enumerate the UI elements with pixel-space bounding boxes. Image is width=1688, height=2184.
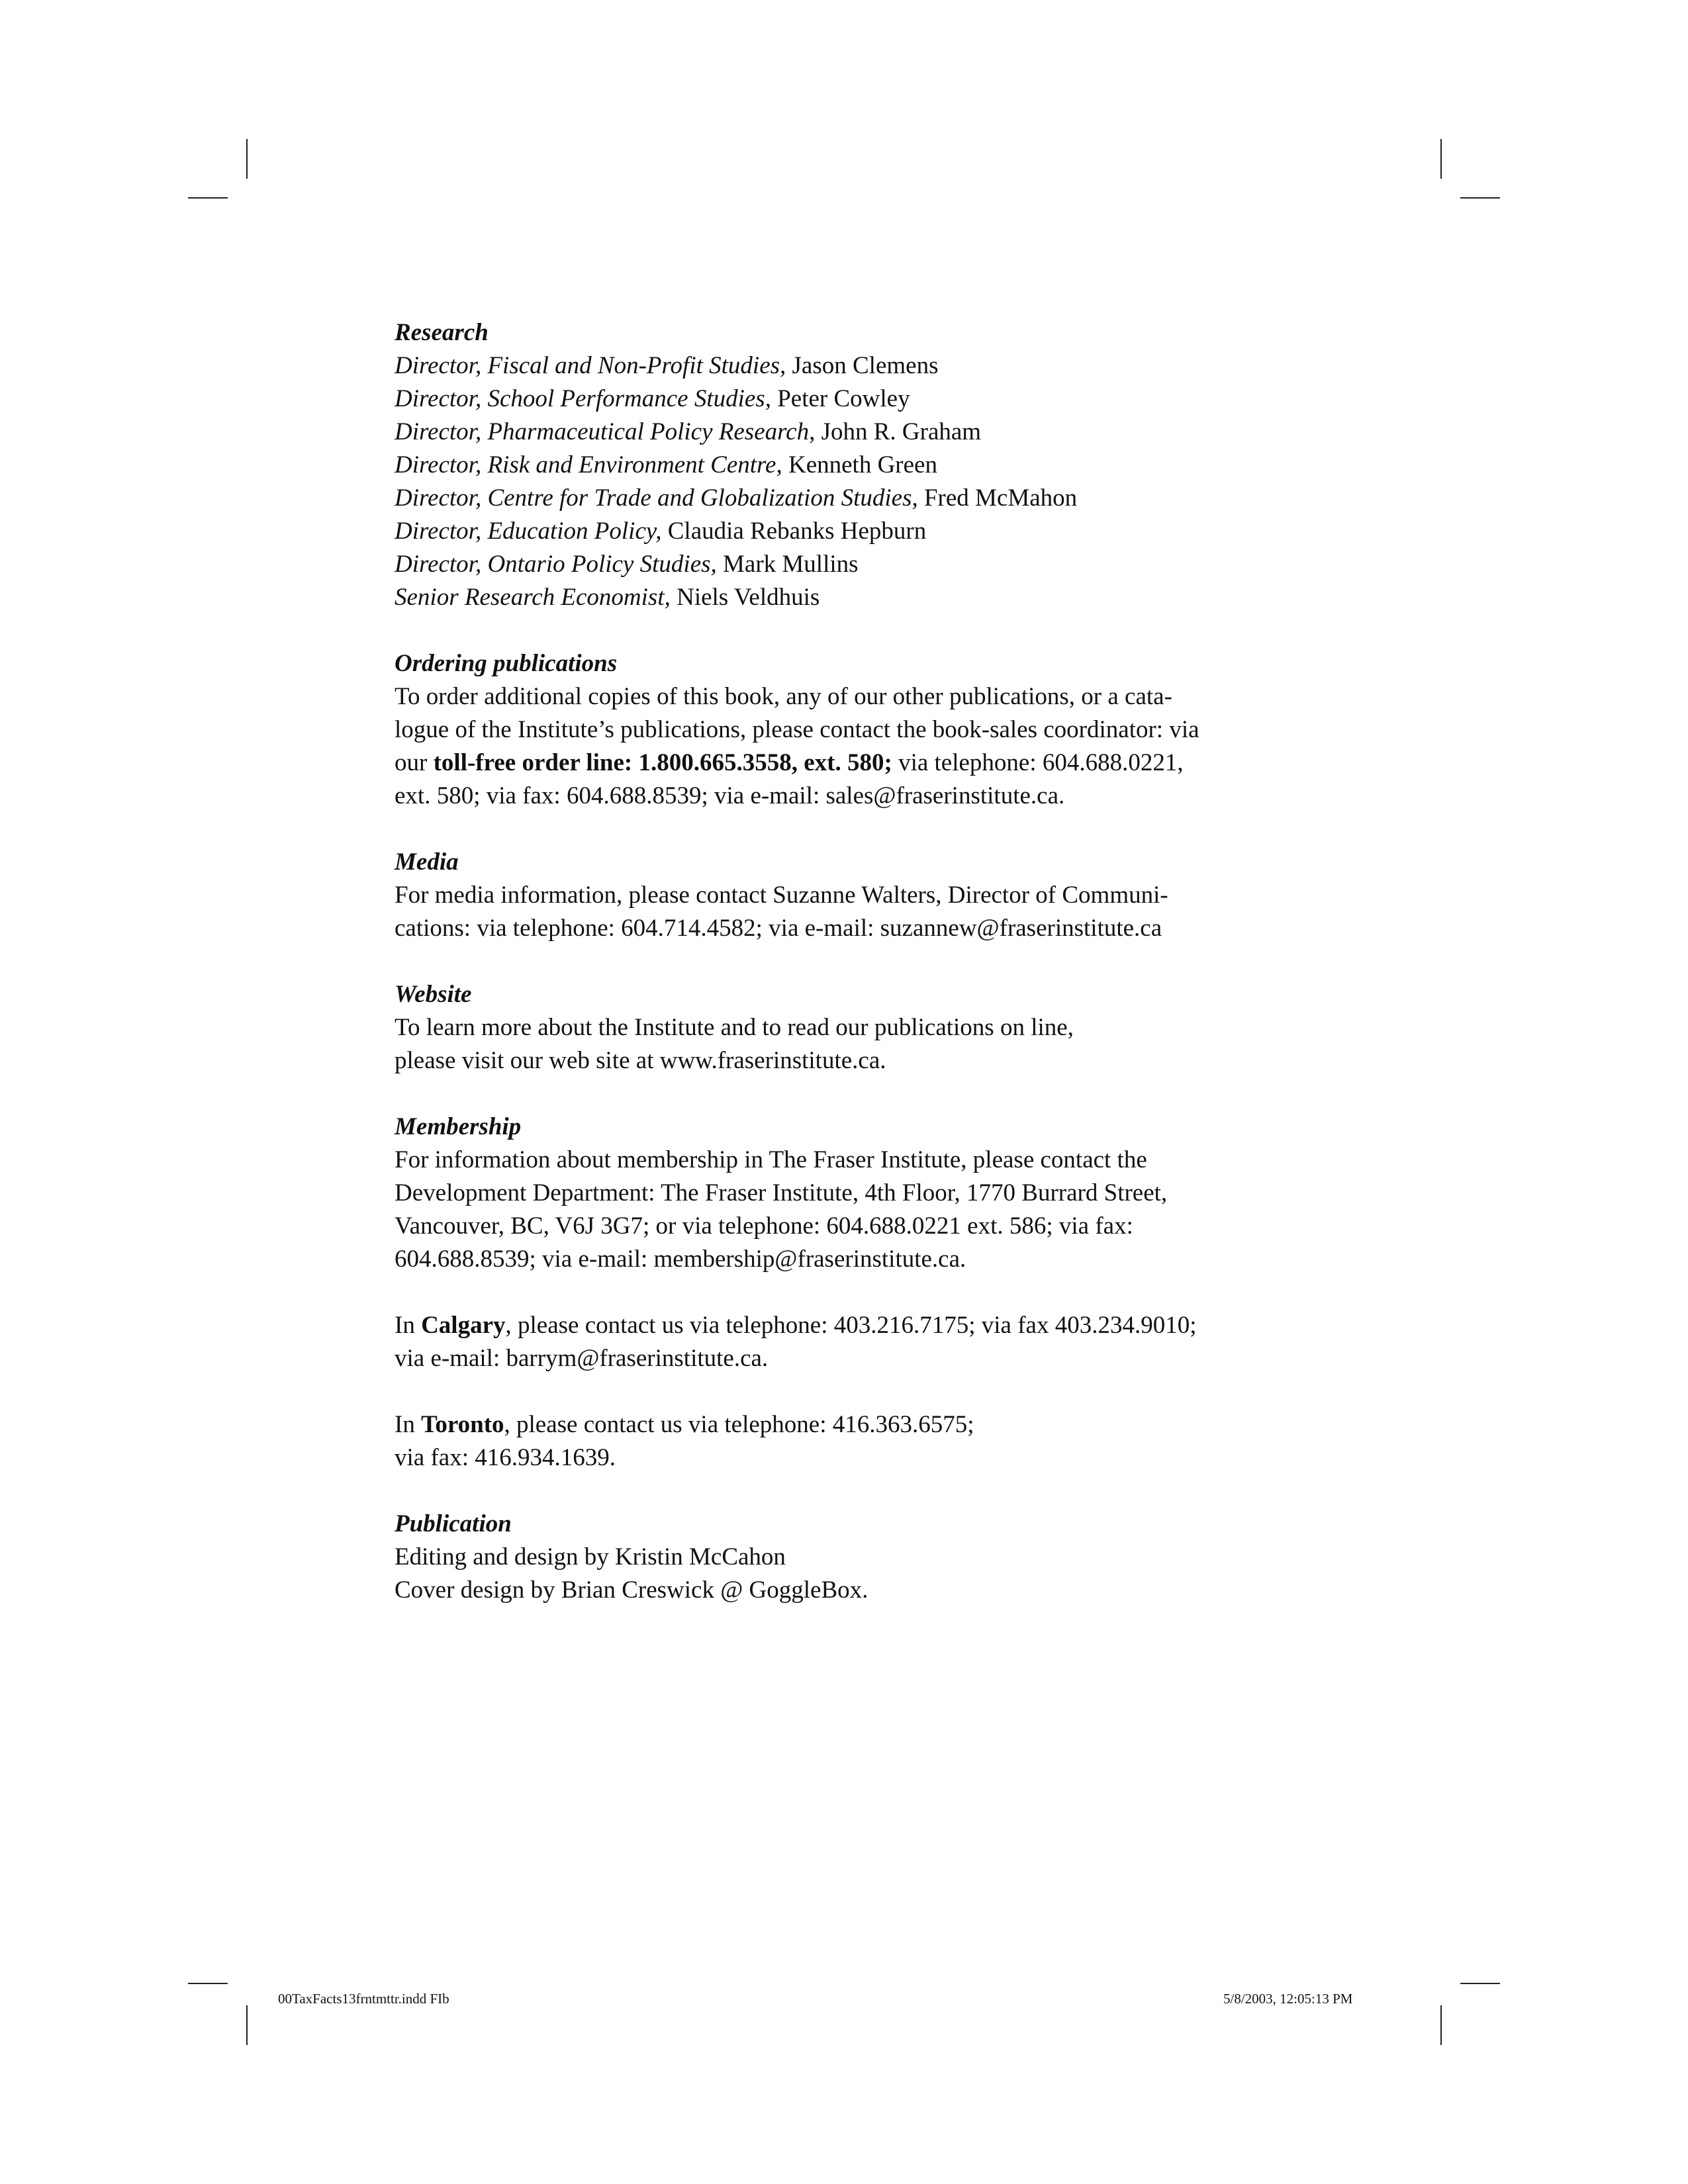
staff-role: Director, Fiscal and Non-Profit Studies, xyxy=(395,352,786,379)
text-line: Editing and design by Kristin McCahon xyxy=(395,1543,786,1570)
text-line: cations: via telephone: 604.714.4582; via e-mail: suzannew@fraserinstitute.ca xyxy=(395,915,1162,942)
text-line: please visit our web site at www.fraserinstitute.ca. xyxy=(395,1047,886,1074)
crop-mark xyxy=(246,139,248,179)
page-content xyxy=(395,316,1335,1640)
staff-name: Jason Clemens xyxy=(786,352,939,379)
text-line: To order additional copies of this book, any of our other publications, or a cata- xyxy=(395,683,1172,710)
staff-role: Director, Education Policy, xyxy=(395,518,662,545)
staff-name: John R. Graham xyxy=(815,418,982,445)
text-line: For media information, please contact Suzanne Walters, Director of Communi- xyxy=(395,882,1168,909)
media-section xyxy=(395,846,1335,945)
staff-line xyxy=(395,416,1335,449)
staff-line xyxy=(395,581,1335,614)
section-heading: Website xyxy=(395,981,472,1008)
text-span: In xyxy=(395,1411,422,1438)
membership-paragraph xyxy=(395,1144,1335,1276)
website-section xyxy=(395,978,1335,1077)
crop-mark xyxy=(188,1983,228,1984)
crop-mark xyxy=(1460,1983,1500,1984)
crop-mark xyxy=(188,197,228,199)
staff-name: Kenneth Green xyxy=(782,451,937,478)
text-line: Vancouver, BC, V6J 3G7; or via telephone: 604.688.0221 ext. 586; via fax: xyxy=(395,1212,1133,1240)
staff-name: Mark Mullins xyxy=(716,551,859,578)
crop-mark xyxy=(1460,197,1500,199)
text-line: Development Department: The Fraser Institute, 4th Floor, 1770 Burrard Street, xyxy=(395,1179,1168,1206)
text-line: 604.688.8539; via e-mail: membership@fraserinstitute.ca. xyxy=(395,1246,966,1273)
text-line: For information about membership in The Fraser Institute, please contact the xyxy=(395,1146,1147,1173)
crop-mark xyxy=(246,2005,248,2045)
text-line: via e-mail: barrym@fraserinstitute.ca. xyxy=(395,1345,769,1372)
crop-mark xyxy=(1440,2005,1442,2045)
staff-line xyxy=(395,548,1335,581)
staff-role: Director, Pharmaceutical Policy Research, xyxy=(395,418,816,445)
text-span: In xyxy=(395,1312,422,1339)
section-heading: Ordering publications xyxy=(395,650,618,677)
crop-mark xyxy=(1440,139,1442,179)
text-line xyxy=(395,747,1335,780)
staff-name: Claudia Rebanks Hepburn xyxy=(661,518,927,545)
city-name: Calgary xyxy=(421,1312,506,1339)
text-span: , please contact us via telephone: 403.216.7175; via fax 403.234.9010; xyxy=(505,1312,1197,1339)
staff-line xyxy=(395,449,1335,482)
text-line xyxy=(395,1309,1335,1342)
text-span: via telephone: 604.688.0221, xyxy=(892,749,1184,776)
staff-role: Director, Ontario Policy Studies, xyxy=(395,551,717,578)
staff-line xyxy=(395,482,1335,515)
calgary-paragraph xyxy=(395,1309,1335,1375)
text-line: Cover design by Brian Creswick @ GoggleBox. xyxy=(395,1576,868,1604)
section-heading: Media xyxy=(395,848,459,876)
text-line: To learn more about the Institute and to read our publications on line, xyxy=(395,1014,1074,1041)
text-line: via fax: 416.934.1639. xyxy=(395,1444,616,1471)
city-name: Toronto xyxy=(421,1411,504,1438)
section-heading: Publication xyxy=(395,1510,512,1537)
staff-role: Director, Risk and Environment Centre, xyxy=(395,451,782,478)
text-line: ext. 580; via fax: 604.688.8539; via e-mail: sales@fraserinstitute.ca. xyxy=(395,782,1065,809)
staff-role: Director, Centre for Trade and Globalization Studies, xyxy=(395,484,918,512)
text-line: logue of the Institute’s publications, please contact the book-sales coordinator: via xyxy=(395,716,1199,743)
publication-section xyxy=(395,1508,1335,1607)
slug-timestamp: 5/8/2003, 12:05:13 PM xyxy=(1223,1991,1353,2007)
staff-line xyxy=(395,515,1335,548)
staff-role: Senior Research Economist, xyxy=(395,584,671,611)
toll-free-line: toll-free order line: 1.800.665.3558, ext. 580; xyxy=(433,749,892,776)
staff-line xyxy=(395,349,1335,383)
section-heading: Research xyxy=(395,319,489,346)
staff-list xyxy=(395,349,1335,614)
section-heading: Membership xyxy=(395,1113,522,1140)
membership-section xyxy=(395,1111,1335,1475)
text-span: our xyxy=(395,749,434,776)
text-span: , please contact us via telephone: 416.363.6575; xyxy=(504,1411,974,1438)
staff-role: Director, School Performance Studies, xyxy=(395,385,771,412)
staff-name: Fred McMahon xyxy=(917,484,1078,512)
staff-name: Peter Cowley xyxy=(771,385,910,412)
ordering-section xyxy=(395,647,1335,813)
staff-line xyxy=(395,383,1335,416)
toronto-paragraph xyxy=(395,1408,1335,1475)
staff-name: Niels Veldhuis xyxy=(670,584,820,611)
text-line xyxy=(395,1408,1335,1441)
research-section xyxy=(395,316,1335,614)
slug-filename: 00TaxFacts13frntmttr.indd FIb xyxy=(278,1991,449,2007)
